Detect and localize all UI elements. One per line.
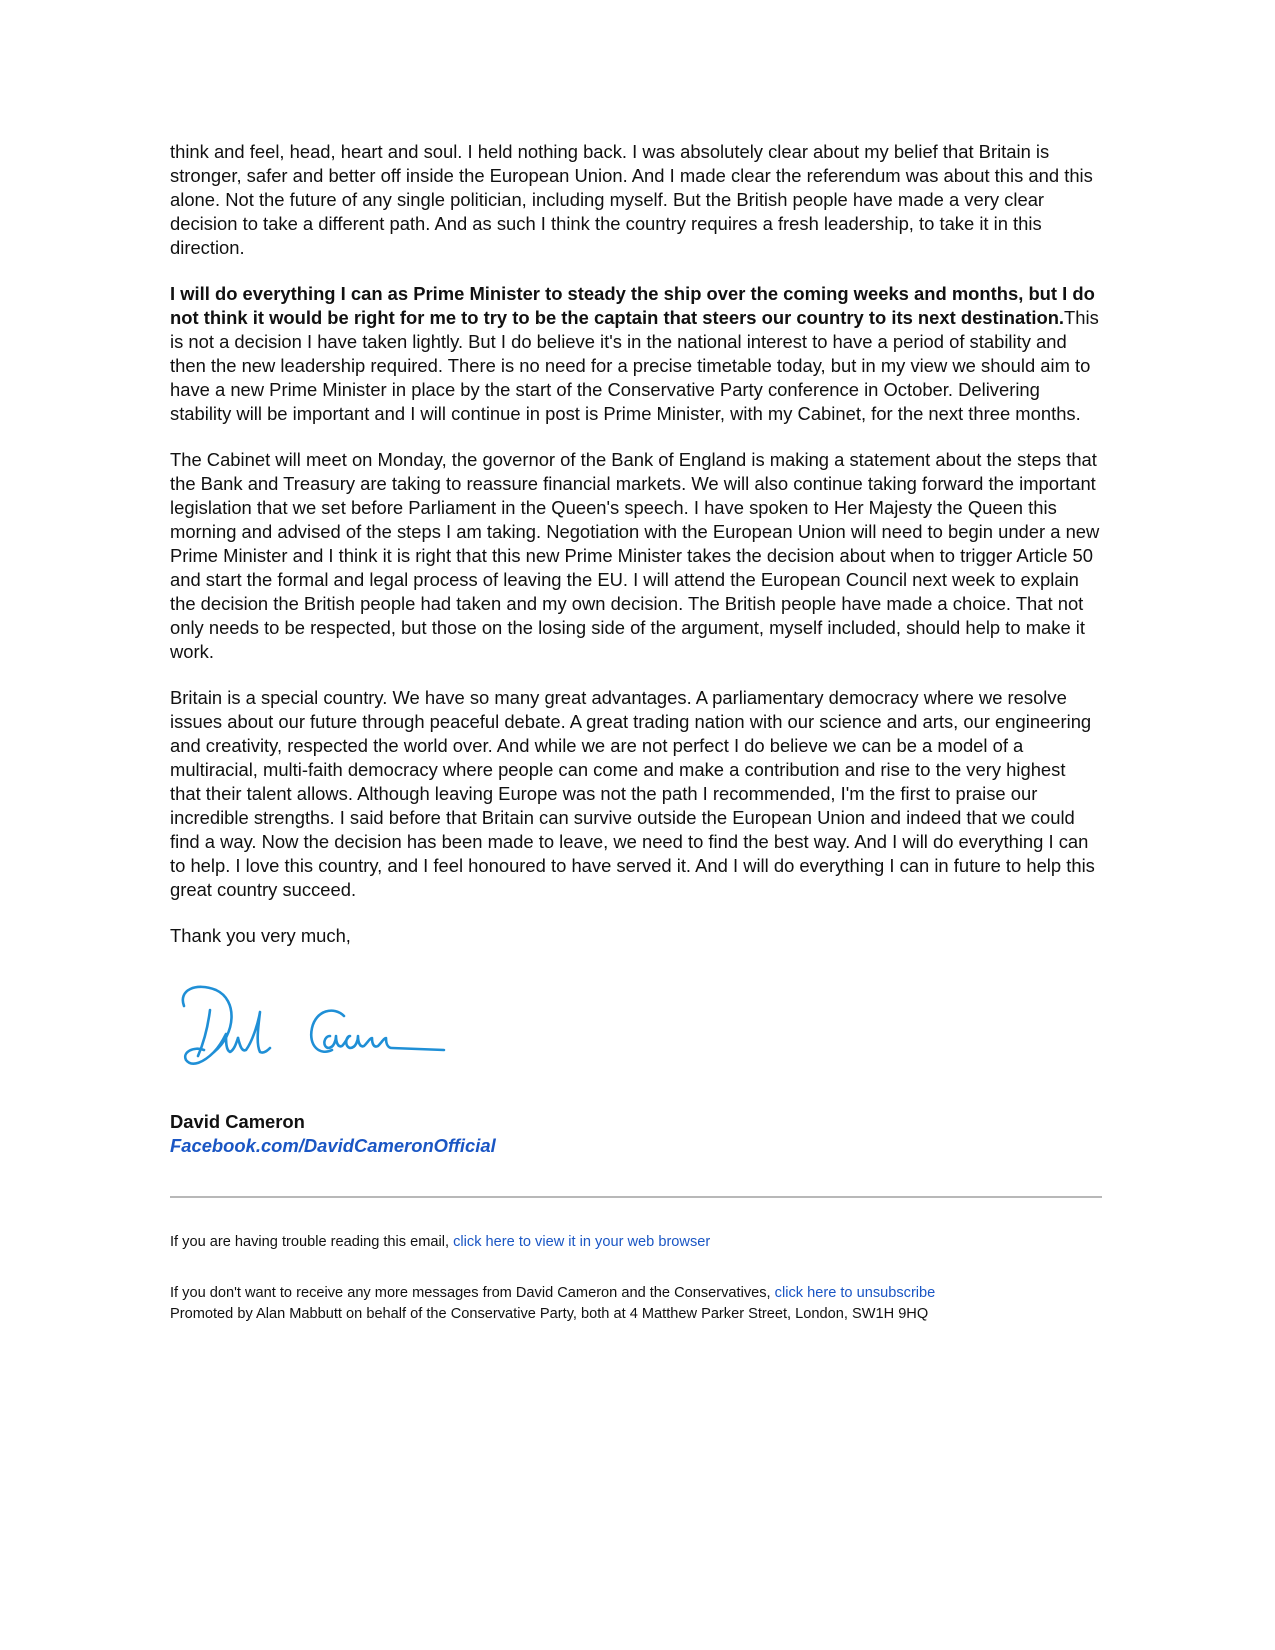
paragraph-1: think and feel, head, heart and soul. I held nothing back. I was absolutely clear about my belief that Britain is stronger, safer and better off inside the European Union. And I made clear the referendum was about this and this alone. Not the future of any single politician, including myself. But the British people have made a very clear decision to take a different path. And as such I think the country requires a fresh leadership, to take it in this direction. (170, 141, 1093, 258)
trouble-reading-text: If you are having trouble reading this email, (170, 1234, 454, 1250)
paragraph-2-rest: This is not a decision I have taken lightly. But I do believe it's in the national interest to have a period of stability and then the new leadership required. There is no need for a precise timetable today, but in my view we should aim to have a new Prime Minister in place by the start of the Conservative Party conference in October. Delivering stability will be important and I will continue in post is Prime Minister, with my Cabinet, for the next three months. (170, 307, 1099, 424)
paragraph-2-bold: I will do everything I can as Prime Minister to steady the ship over the coming weeks and months, but I do not think it would be right for me to try to be the captain that steers our country to its next destination. (170, 283, 1095, 328)
unsubscribe-notice (170, 1283, 1100, 1304)
facebook-link[interactable]: Facebook.com/DavidCameronOfficial (170, 1135, 496, 1156)
promoted-by-notice: Promoted by Alan Mabbutt on behalf of the Conservative Party, both at 4 Matthew Parker Street, London, SW1H 9HQ (170, 1306, 929, 1322)
paragraph-2 (170, 282, 1100, 426)
view-in-browser-link[interactable]: click here to view it in your web browser (453, 1234, 711, 1250)
paragraph-3: The Cabinet will meet on Monday, the governor of the Bank of England is making a statement about the steps that the Bank and Treasury are taking to reassure financial markets. We will also continue taking forward the important legislation that we set before Parliament in the Queen's speech. I have spoken to Her Majesty the Queen this morning and advised of the steps I am taking. Negotiation with the European Union will need to begin under a new Prime Minister and I think it is right that this new Prime Minister takes the decision about when to trigger Article 50 and start the formal and legal process of leaving the EU. I will attend the European Council next week to explain the decision the British people had taken and my own decision. The British people have made a choice. That not only needs to be respected, but those on the losing side of the argument, myself included, should help to make it work. (170, 449, 1100, 662)
unsubscribe-link[interactable]: click here to unsubscribe (774, 1285, 936, 1301)
footer-divider (170, 1196, 1102, 1198)
paragraph-4: Britain is a special country. We have so many great advantages. A parliamentary democracy where we resolve issues about our future through peaceful debate. A great trading nation with our science and arts, our engineering and creativity, respected the world over. And while we are not perfect I do believe we can be a model of a multiracial, multi-faith democracy where people can come and make a contribution and rise to the very highest that their talent allows. Although leaving Europe was not the path I recommended, I'm the first to praise our incredible strengths. I said before that Britain can survive outside the European Union and indeed that we could find a way. Now the decision has been made to leave, we need to find the best way. And I will do everything I can to help. I love this country, and I feel honoured to have served it. And I will do everything I can in future to help this great country succeed. (170, 687, 1095, 900)
trouble-reading-notice (170, 1232, 1100, 1253)
signatory-name: David Cameron (170, 1111, 305, 1132)
unsubscribe-text: If you don't want to receive any more messages from David Cameron and the Conservatives, (170, 1285, 775, 1301)
email-letter (170, 140, 1100, 1325)
closing-line: Thank you very much, (170, 925, 351, 946)
handwritten-signature (174, 976, 454, 1086)
